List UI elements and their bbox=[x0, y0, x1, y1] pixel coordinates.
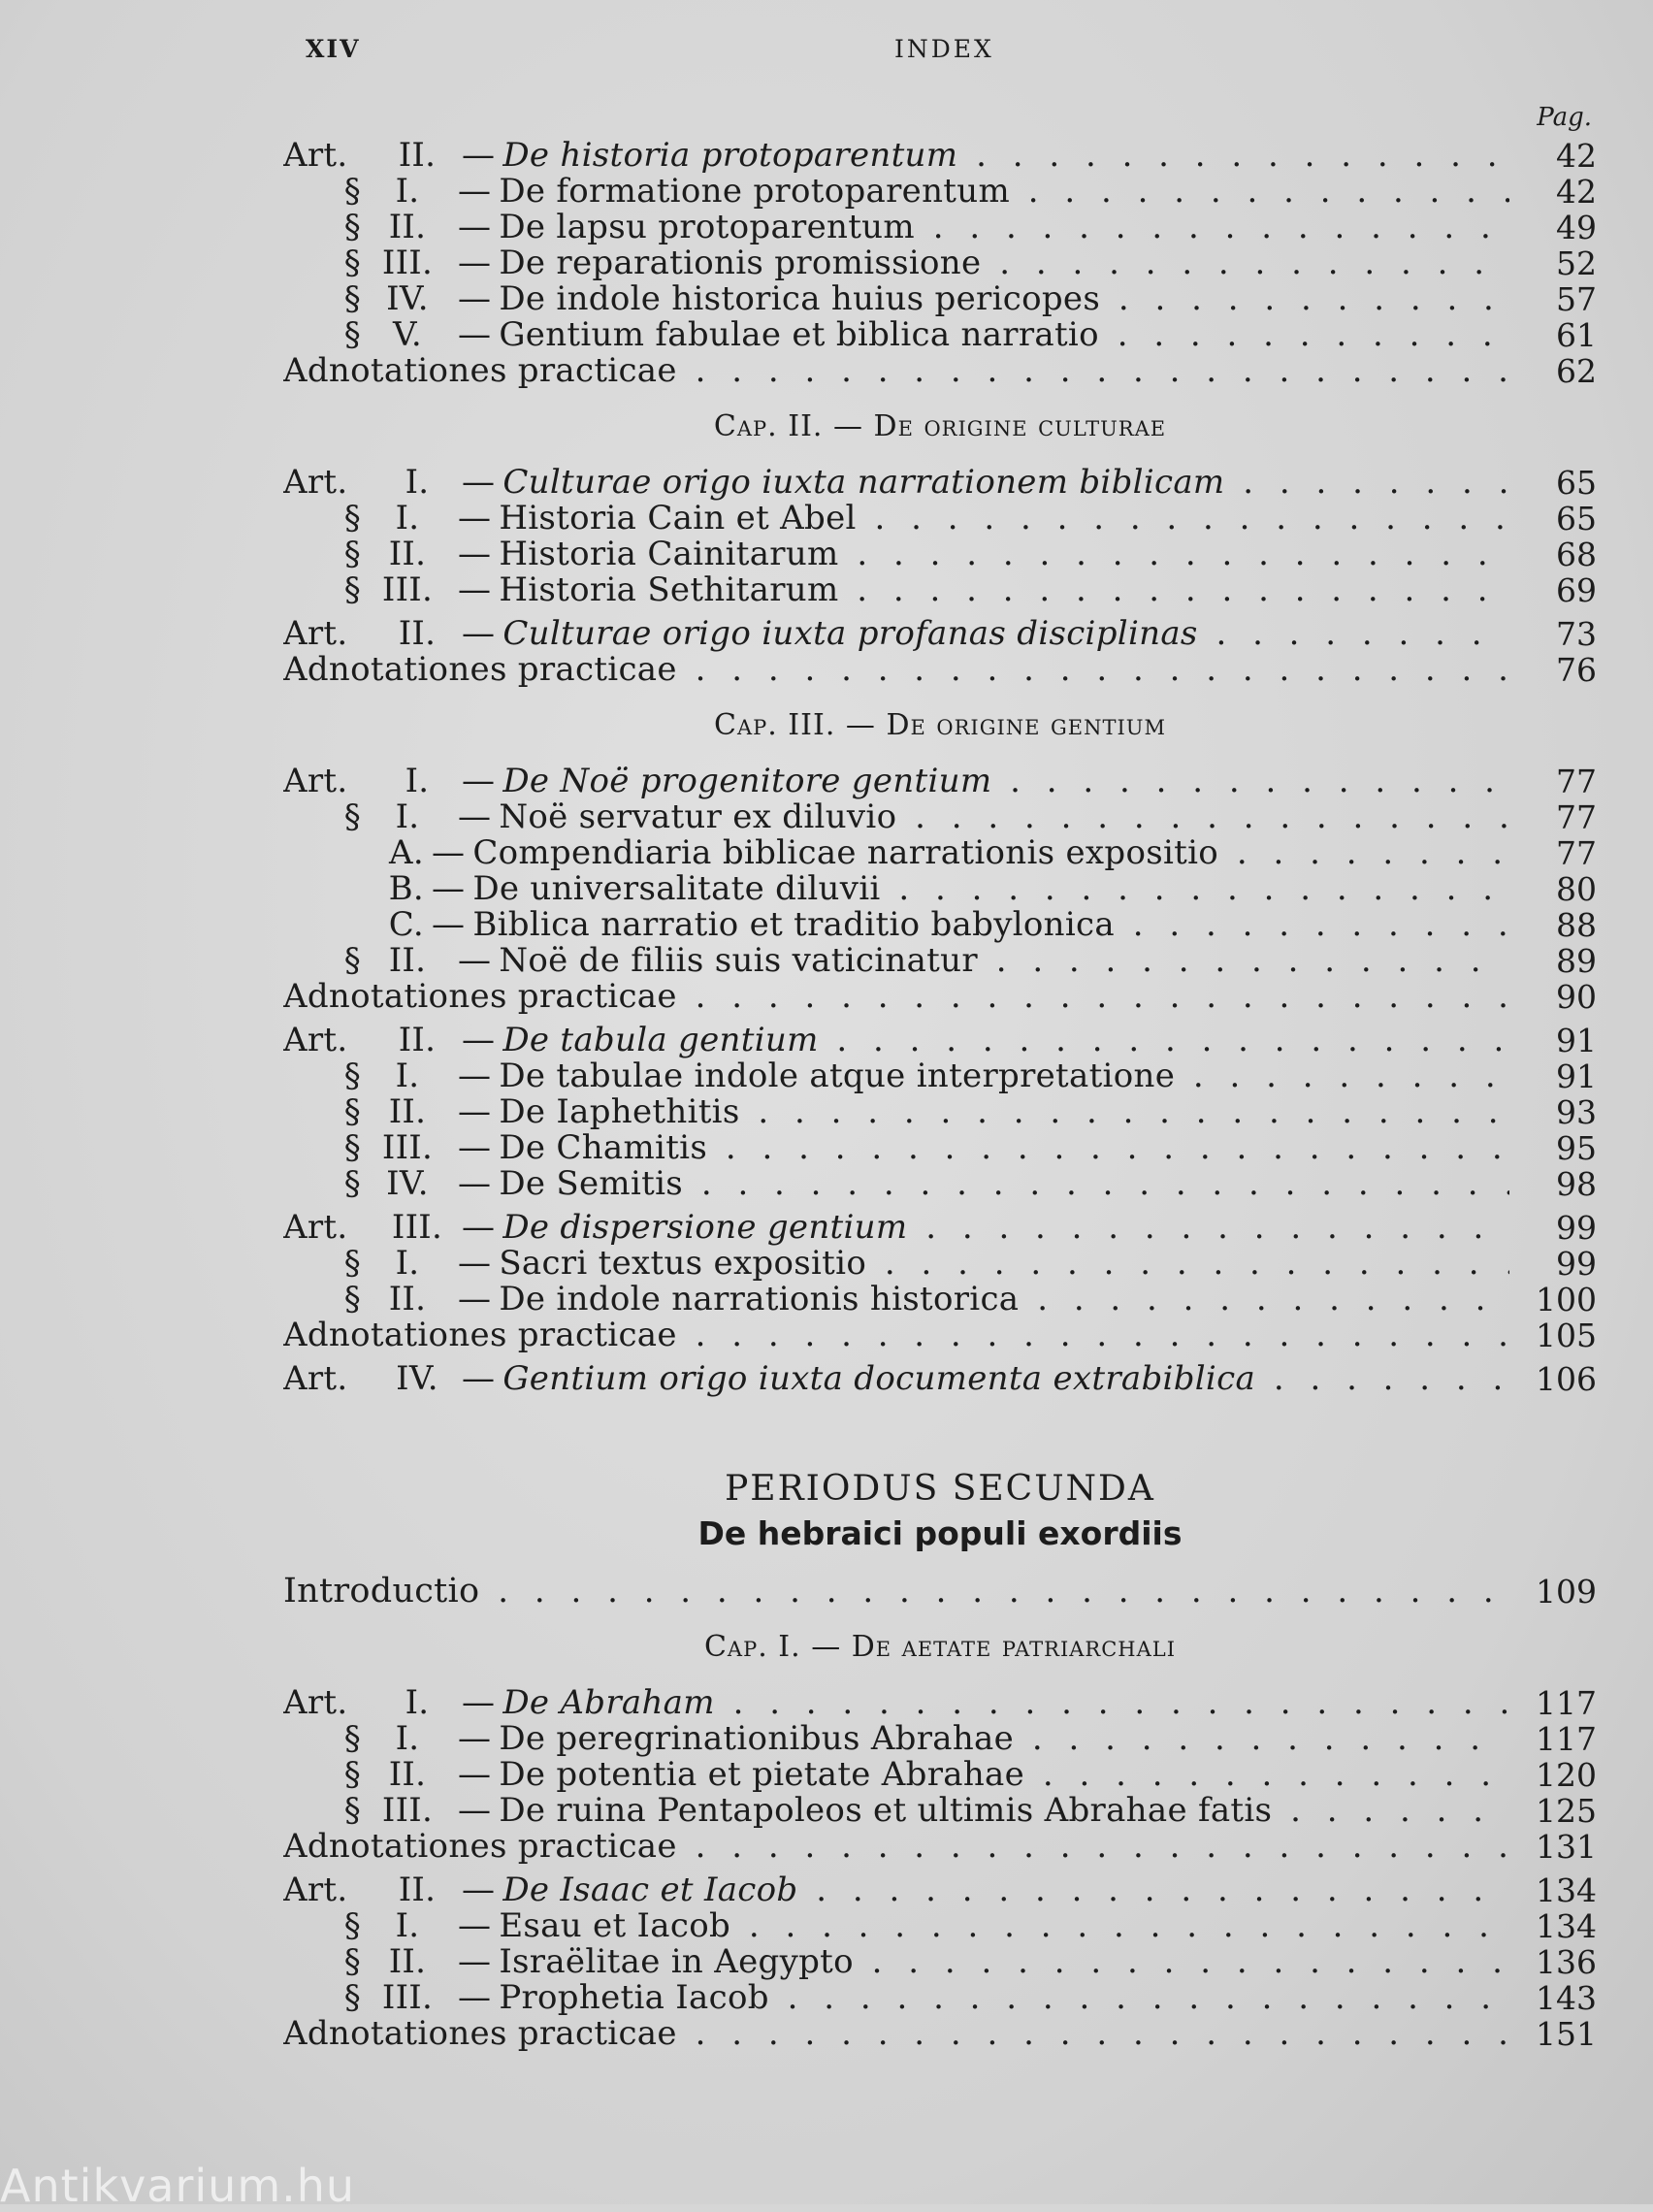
section-mark: § bbox=[343, 1944, 361, 1980]
entry-label bbox=[283, 1721, 1509, 1757]
entry-label bbox=[283, 1757, 1509, 1793]
em-dash-separator: — bbox=[462, 1685, 496, 1721]
entry-label bbox=[283, 1023, 1509, 1058]
entry-title: Adnotationes practicae bbox=[283, 353, 677, 389]
toc-entry-sub bbox=[283, 245, 1597, 281]
entry-title: Compendiaria biblicae narrationis expositio bbox=[472, 835, 1219, 871]
page-reference: 77 bbox=[1556, 835, 1597, 871]
entry-label bbox=[283, 1166, 1509, 1202]
em-dash-separator: — bbox=[458, 1793, 492, 1829]
entry-title: De Chamitis bbox=[499, 1130, 708, 1166]
toc-entry-sub bbox=[283, 1980, 1597, 2016]
toc-entry-sub bbox=[283, 1721, 1597, 1757]
entry-title: De historia protoparentum bbox=[502, 138, 958, 174]
section-mark: § bbox=[343, 1282, 361, 1317]
page-reference: 49 bbox=[1556, 210, 1597, 245]
toc-entry-sub bbox=[283, 174, 1597, 210]
section-number: III. bbox=[381, 1130, 434, 1166]
em-dash-separator: — bbox=[458, 317, 492, 353]
entry-label bbox=[283, 1317, 1509, 1353]
entry-label bbox=[283, 1361, 1509, 1397]
toc-entry-sub bbox=[283, 501, 1597, 537]
em-dash-separator: — bbox=[458, 501, 492, 537]
entry-label bbox=[283, 943, 1509, 979]
entry-label bbox=[283, 1246, 1509, 1282]
em-dash-separator: — bbox=[458, 245, 492, 281]
toc-entry-intro bbox=[283, 1574, 1597, 1610]
entry-title: De reparationis promissione bbox=[499, 245, 982, 281]
section-number: I. bbox=[395, 1908, 420, 1944]
page-reference: 65 bbox=[1556, 465, 1597, 501]
page-reference: 99 bbox=[1556, 1246, 1597, 1282]
toc-entry-sub bbox=[283, 1282, 1597, 1317]
section-mark: § bbox=[343, 1757, 361, 1793]
article-key: Art. bbox=[283, 1872, 348, 1908]
page-reference: 77 bbox=[1556, 799, 1597, 835]
entry-title: Prophetia Iacob bbox=[499, 1980, 769, 2016]
entry-title: Adnotationes practicae bbox=[283, 1317, 677, 1353]
page-reference: 109 bbox=[1536, 1574, 1597, 1610]
article-number: I. bbox=[405, 1685, 430, 1721]
section-number: II. bbox=[388, 943, 427, 979]
entry-label bbox=[283, 799, 1509, 835]
toc-entry-letter bbox=[283, 907, 1597, 943]
toc-entry-sub bbox=[283, 1944, 1597, 1980]
entry-title: Introductio bbox=[283, 1574, 480, 1610]
article-key: Art. bbox=[283, 1361, 348, 1397]
toc-entry-art bbox=[283, 764, 1597, 799]
entry-label bbox=[283, 1944, 1509, 1980]
toc-entry-plain bbox=[283, 353, 1597, 389]
toc-entry-sub bbox=[283, 1130, 1597, 1166]
entry-title: De Abraham bbox=[502, 1685, 715, 1721]
entry-label bbox=[283, 1094, 1509, 1130]
entry-label bbox=[283, 572, 1509, 608]
watermark: Antikvarium.hu bbox=[0, 2160, 356, 2212]
entry-title: Israëlitae in Aegypto bbox=[499, 1944, 854, 1980]
section-mark: § bbox=[343, 245, 361, 281]
page-reference: 125 bbox=[1536, 1793, 1597, 1829]
page-reference: 42 bbox=[1556, 174, 1597, 210]
table-of-contents bbox=[283, 138, 1597, 2052]
entry-label bbox=[283, 1210, 1509, 1246]
em-dash-separator: — bbox=[432, 907, 466, 943]
entry-title: De indole historica huius pericopes bbox=[499, 281, 1101, 317]
em-dash-separator: — bbox=[458, 1908, 492, 1944]
entry-label bbox=[283, 353, 1509, 389]
entry-title: De Noë progenitore gentium bbox=[502, 764, 992, 799]
entry-label bbox=[283, 1058, 1509, 1094]
toc-entry-art bbox=[283, 1361, 1597, 1397]
entry-title: De dispersione gentium bbox=[502, 1210, 908, 1246]
page-reference: 62 bbox=[1556, 353, 1597, 389]
section-number: I. bbox=[395, 1721, 420, 1757]
toc-entry-letter bbox=[283, 835, 1597, 871]
entry-title: De universalitate diluvii bbox=[472, 871, 881, 907]
entry-label bbox=[283, 2016, 1509, 2052]
em-dash-separator: — bbox=[458, 799, 492, 835]
section-number: I. bbox=[395, 501, 420, 537]
entry-label bbox=[283, 1282, 1509, 1317]
entry-title: Historia Cain et Abel bbox=[499, 501, 857, 537]
entry-label bbox=[283, 245, 1509, 281]
em-dash-separator: — bbox=[458, 537, 492, 572]
page-reference: 42 bbox=[1556, 138, 1597, 174]
entry-title: Sacri textus expositio bbox=[499, 1246, 867, 1282]
section-mark: § bbox=[343, 799, 361, 835]
subsection-letter: A. bbox=[389, 835, 424, 871]
section-mark: § bbox=[343, 1908, 361, 1944]
article-number: II. bbox=[398, 138, 437, 174]
section-mark: § bbox=[343, 1130, 361, 1166]
section-number: III. bbox=[381, 572, 434, 608]
section-number: II. bbox=[388, 1944, 427, 1980]
em-dash-separator: — bbox=[458, 1246, 492, 1282]
entry-title: Noë de filiis suis vaticinatur bbox=[499, 943, 978, 979]
em-dash-separator: — bbox=[458, 1058, 492, 1094]
entry-title: De ruina Pentapoleos et ultimis Abrahae fatis bbox=[499, 1793, 1273, 1829]
toc-entry-art bbox=[283, 1685, 1597, 1721]
em-dash-separator: — bbox=[458, 1980, 492, 2016]
em-dash-separator: — bbox=[432, 835, 466, 871]
section-number: III. bbox=[381, 1980, 434, 2016]
page-reference: 134 bbox=[1536, 1872, 1597, 1908]
page-reference: 151 bbox=[1536, 2016, 1597, 2052]
page-reference: 136 bbox=[1536, 1944, 1597, 1980]
entry-title: De indole narrationis historica bbox=[499, 1282, 1020, 1317]
entry-title: De potentia et pietate Abrahae bbox=[499, 1757, 1025, 1793]
section-mark: § bbox=[343, 1721, 361, 1757]
page-reference: 117 bbox=[1536, 1685, 1597, 1721]
section-number: IV. bbox=[386, 281, 429, 317]
chapter-heading: Cap. II. — De origine culturae bbox=[713, 409, 1167, 443]
section-mark: § bbox=[343, 317, 361, 353]
section-mark: § bbox=[343, 572, 361, 608]
entry-title: De Iaphethitis bbox=[499, 1094, 740, 1130]
section-number: I. bbox=[395, 174, 420, 210]
entry-title: Biblica narratio et traditio babylonica bbox=[472, 907, 1115, 943]
entry-label bbox=[283, 1793, 1509, 1829]
page-reference: 93 bbox=[1556, 1094, 1597, 1130]
section-number: II. bbox=[388, 1757, 427, 1793]
toc-entry-art bbox=[283, 1872, 1597, 1908]
toc-entry-art bbox=[283, 1210, 1597, 1246]
toc-entry-sub bbox=[283, 799, 1597, 835]
article-key: Art. bbox=[283, 1023, 348, 1058]
article-key: Art. bbox=[283, 764, 348, 799]
em-dash-separator: — bbox=[458, 1721, 492, 1757]
page-reference: 91 bbox=[1556, 1023, 1597, 1058]
page-reference: 65 bbox=[1556, 501, 1597, 537]
section-mark: § bbox=[343, 281, 361, 317]
toc-entry-sub bbox=[283, 1058, 1597, 1094]
article-number: III. bbox=[391, 1210, 443, 1246]
section-mark: § bbox=[343, 537, 361, 572]
em-dash-separator: — bbox=[462, 1361, 496, 1397]
section-number: I. bbox=[395, 799, 420, 835]
entry-title: Culturae origo iuxta profanas disciplinas bbox=[502, 616, 1198, 652]
em-dash-separator: — bbox=[462, 138, 496, 174]
entry-label bbox=[283, 501, 1509, 537]
entry-label bbox=[283, 1829, 1509, 1865]
page-reference: 88 bbox=[1556, 907, 1597, 943]
article-key: Art. bbox=[283, 465, 348, 501]
entry-label bbox=[283, 1685, 1509, 1721]
chapter-heading: Cap. I. — De aetate patriarchali bbox=[703, 1630, 1177, 1664]
em-dash-separator: — bbox=[462, 1210, 496, 1246]
section-mark: § bbox=[343, 1058, 361, 1094]
section-mark: § bbox=[343, 1166, 361, 1202]
em-dash-separator: — bbox=[458, 1944, 492, 1980]
entry-label bbox=[283, 979, 1509, 1015]
entry-title: Adnotationes practicae bbox=[283, 979, 677, 1015]
period-subtitle: De hebraici populi exordiis bbox=[697, 1514, 1183, 1552]
toc-entry-plain bbox=[283, 979, 1597, 1015]
em-dash-separator: — bbox=[458, 281, 492, 317]
entry-label bbox=[283, 1574, 1509, 1610]
toc-entry-sub bbox=[283, 1166, 1597, 1202]
article-number: II. bbox=[398, 1872, 437, 1908]
entry-title: Historia Cainitarum bbox=[499, 537, 839, 572]
page-reference: 52 bbox=[1556, 245, 1597, 281]
em-dash-separator: — bbox=[458, 572, 492, 608]
entry-title: De Isaac et Iacob bbox=[502, 1872, 798, 1908]
page-reference: 80 bbox=[1556, 871, 1597, 907]
entry-title: Adnotationes practicae bbox=[283, 1829, 677, 1865]
em-dash-separator: — bbox=[458, 210, 492, 245]
section-number: II. bbox=[388, 1094, 427, 1130]
entry-title: De peregrinationibus Abrahae bbox=[499, 1721, 1015, 1757]
em-dash-separator: — bbox=[458, 174, 492, 210]
toc-entry-plain bbox=[283, 652, 1597, 688]
entry-title: De tabula gentium bbox=[502, 1023, 819, 1058]
toc-entry-sub bbox=[283, 1908, 1597, 1944]
section-number: III. bbox=[381, 1793, 434, 1829]
subsection-letter: C. bbox=[388, 907, 424, 943]
article-number: I. bbox=[405, 764, 430, 799]
entry-label bbox=[283, 210, 1509, 245]
page-reference: 120 bbox=[1536, 1757, 1597, 1793]
em-dash-separator: — bbox=[458, 943, 492, 979]
entry-title: De tabulae indole atque interpretatione bbox=[499, 1058, 1176, 1094]
page-reference: 73 bbox=[1556, 616, 1597, 652]
section-mark: § bbox=[343, 1793, 361, 1829]
toc-entry-sub bbox=[283, 1757, 1597, 1793]
section-mark: § bbox=[343, 1980, 361, 2016]
entry-label bbox=[283, 174, 1509, 210]
page-reference: 95 bbox=[1556, 1130, 1597, 1166]
entry-title: Gentium origo iuxta documenta extrabiblica bbox=[502, 1361, 1256, 1397]
em-dash-separator: — bbox=[432, 871, 466, 907]
entry-label bbox=[283, 1980, 1509, 2016]
entry-label bbox=[283, 317, 1509, 353]
article-key: Art. bbox=[283, 616, 348, 652]
em-dash-separator: — bbox=[462, 616, 496, 652]
toc-entry-letter bbox=[283, 871, 1597, 907]
entry-title: De formatione protoparentum bbox=[499, 174, 1010, 210]
section-mark: § bbox=[343, 210, 361, 245]
toc-entry-sub bbox=[283, 281, 1597, 317]
entry-label bbox=[283, 281, 1509, 317]
pag-column-label: Pag. bbox=[1537, 103, 1592, 132]
entry-label bbox=[283, 871, 1509, 907]
section-mark: § bbox=[343, 943, 361, 979]
page-reference: 69 bbox=[1556, 572, 1597, 608]
running-title: INDEX bbox=[894, 35, 994, 63]
section-number: V. bbox=[392, 317, 423, 353]
toc-entry-sub bbox=[283, 572, 1597, 608]
article-key: Art. bbox=[283, 1685, 348, 1721]
entry-title: Gentium fabulae et biblica narratio bbox=[499, 317, 1099, 353]
page-reference: 117 bbox=[1536, 1721, 1597, 1757]
section-number: III. bbox=[381, 245, 434, 281]
page-reference: 68 bbox=[1556, 537, 1597, 572]
toc-entry-sub bbox=[283, 537, 1597, 572]
em-dash-separator: — bbox=[458, 1094, 492, 1130]
toc-entry-sub bbox=[283, 1246, 1597, 1282]
em-dash-separator: — bbox=[458, 1166, 492, 1202]
em-dash-separator: — bbox=[462, 1872, 496, 1908]
article-number: II. bbox=[398, 616, 437, 652]
page-reference: 61 bbox=[1556, 317, 1597, 353]
section-number: I. bbox=[395, 1058, 420, 1094]
page-reference: 106 bbox=[1536, 1361, 1597, 1397]
page-reference: 105 bbox=[1536, 1317, 1597, 1353]
page-reference: 57 bbox=[1556, 281, 1597, 317]
entry-title: Adnotationes practicae bbox=[283, 2016, 677, 2052]
toc-entry-sub bbox=[283, 1793, 1597, 1829]
entry-label bbox=[283, 537, 1509, 572]
page-reference: 131 bbox=[1536, 1829, 1597, 1865]
em-dash-separator: — bbox=[462, 465, 496, 501]
entry-label bbox=[283, 1872, 1509, 1908]
section-mark: § bbox=[343, 174, 361, 210]
section-number: IV. bbox=[386, 1166, 429, 1202]
period-title: PERIODUS SECUNDA bbox=[725, 1469, 1155, 1509]
page-reference: 76 bbox=[1556, 652, 1597, 688]
entry-title: Noë servatur ex diluvio bbox=[499, 799, 897, 835]
page-reference: 134 bbox=[1536, 1908, 1597, 1944]
em-dash-separator: — bbox=[462, 1023, 496, 1058]
em-dash-separator: — bbox=[458, 1757, 492, 1793]
article-number: I. bbox=[405, 465, 430, 501]
entry-label bbox=[283, 652, 1509, 688]
subsection-letter: B. bbox=[388, 871, 424, 907]
page-reference: 98 bbox=[1556, 1166, 1597, 1202]
section-mark: § bbox=[343, 1094, 361, 1130]
page-reference: 100 bbox=[1536, 1282, 1597, 1317]
toc-entry-sub bbox=[283, 317, 1597, 353]
section-mark: § bbox=[343, 501, 361, 537]
article-key: Art. bbox=[283, 1210, 348, 1246]
toc-entry-plain bbox=[283, 1829, 1597, 1865]
entry-title: Historia Sethitarum bbox=[499, 572, 839, 608]
entry-label bbox=[283, 1130, 1509, 1166]
toc-entry-sub bbox=[283, 210, 1597, 245]
article-key: Art. bbox=[283, 138, 348, 174]
toc-entry-plain bbox=[283, 2016, 1597, 2052]
toc-entry-sub bbox=[283, 1094, 1597, 1130]
entry-label bbox=[283, 907, 1509, 943]
entry-title: Adnotationes practicae bbox=[283, 652, 677, 688]
entry-label bbox=[283, 835, 1509, 871]
article-number: IV. bbox=[396, 1361, 438, 1397]
page-reference: 143 bbox=[1536, 1980, 1597, 2016]
em-dash-separator: — bbox=[462, 764, 496, 799]
toc-entry-art bbox=[283, 1023, 1597, 1058]
chapter-heading: Cap. III. — De origine gentium bbox=[713, 708, 1167, 742]
article-number: II. bbox=[398, 1023, 437, 1058]
section-mark: § bbox=[343, 1246, 361, 1282]
toc-entry-art bbox=[283, 465, 1597, 501]
toc-entry-plain bbox=[283, 1317, 1597, 1353]
page-reference: 99 bbox=[1556, 1210, 1597, 1246]
section-number: I. bbox=[395, 1246, 420, 1282]
em-dash-separator: — bbox=[458, 1282, 492, 1317]
entry-label bbox=[283, 138, 1509, 174]
page-reference: 89 bbox=[1556, 943, 1597, 979]
em-dash-separator: — bbox=[458, 1130, 492, 1166]
entry-label bbox=[283, 616, 1509, 652]
section-number: II. bbox=[388, 537, 427, 572]
page-reference: 77 bbox=[1556, 764, 1597, 799]
page-reference: 91 bbox=[1556, 1058, 1597, 1094]
entry-title: De Semitis bbox=[499, 1166, 684, 1202]
entry-label bbox=[283, 764, 1509, 799]
section-number: II. bbox=[388, 1282, 427, 1317]
toc-entry-art bbox=[283, 616, 1597, 652]
section-number: II. bbox=[388, 210, 427, 245]
toc-entry-sub bbox=[283, 943, 1597, 979]
entry-title: De lapsu protoparentum bbox=[499, 210, 915, 245]
page-number: XIV bbox=[306, 35, 361, 63]
page-reference: 90 bbox=[1556, 979, 1597, 1015]
entry-title: Culturae origo iuxta narrationem biblicam bbox=[502, 465, 1225, 501]
toc-entry-art bbox=[283, 138, 1597, 174]
entry-label bbox=[283, 1908, 1509, 1944]
entry-title: Esau et Iacob bbox=[499, 1908, 731, 1944]
entry-label bbox=[283, 465, 1509, 501]
